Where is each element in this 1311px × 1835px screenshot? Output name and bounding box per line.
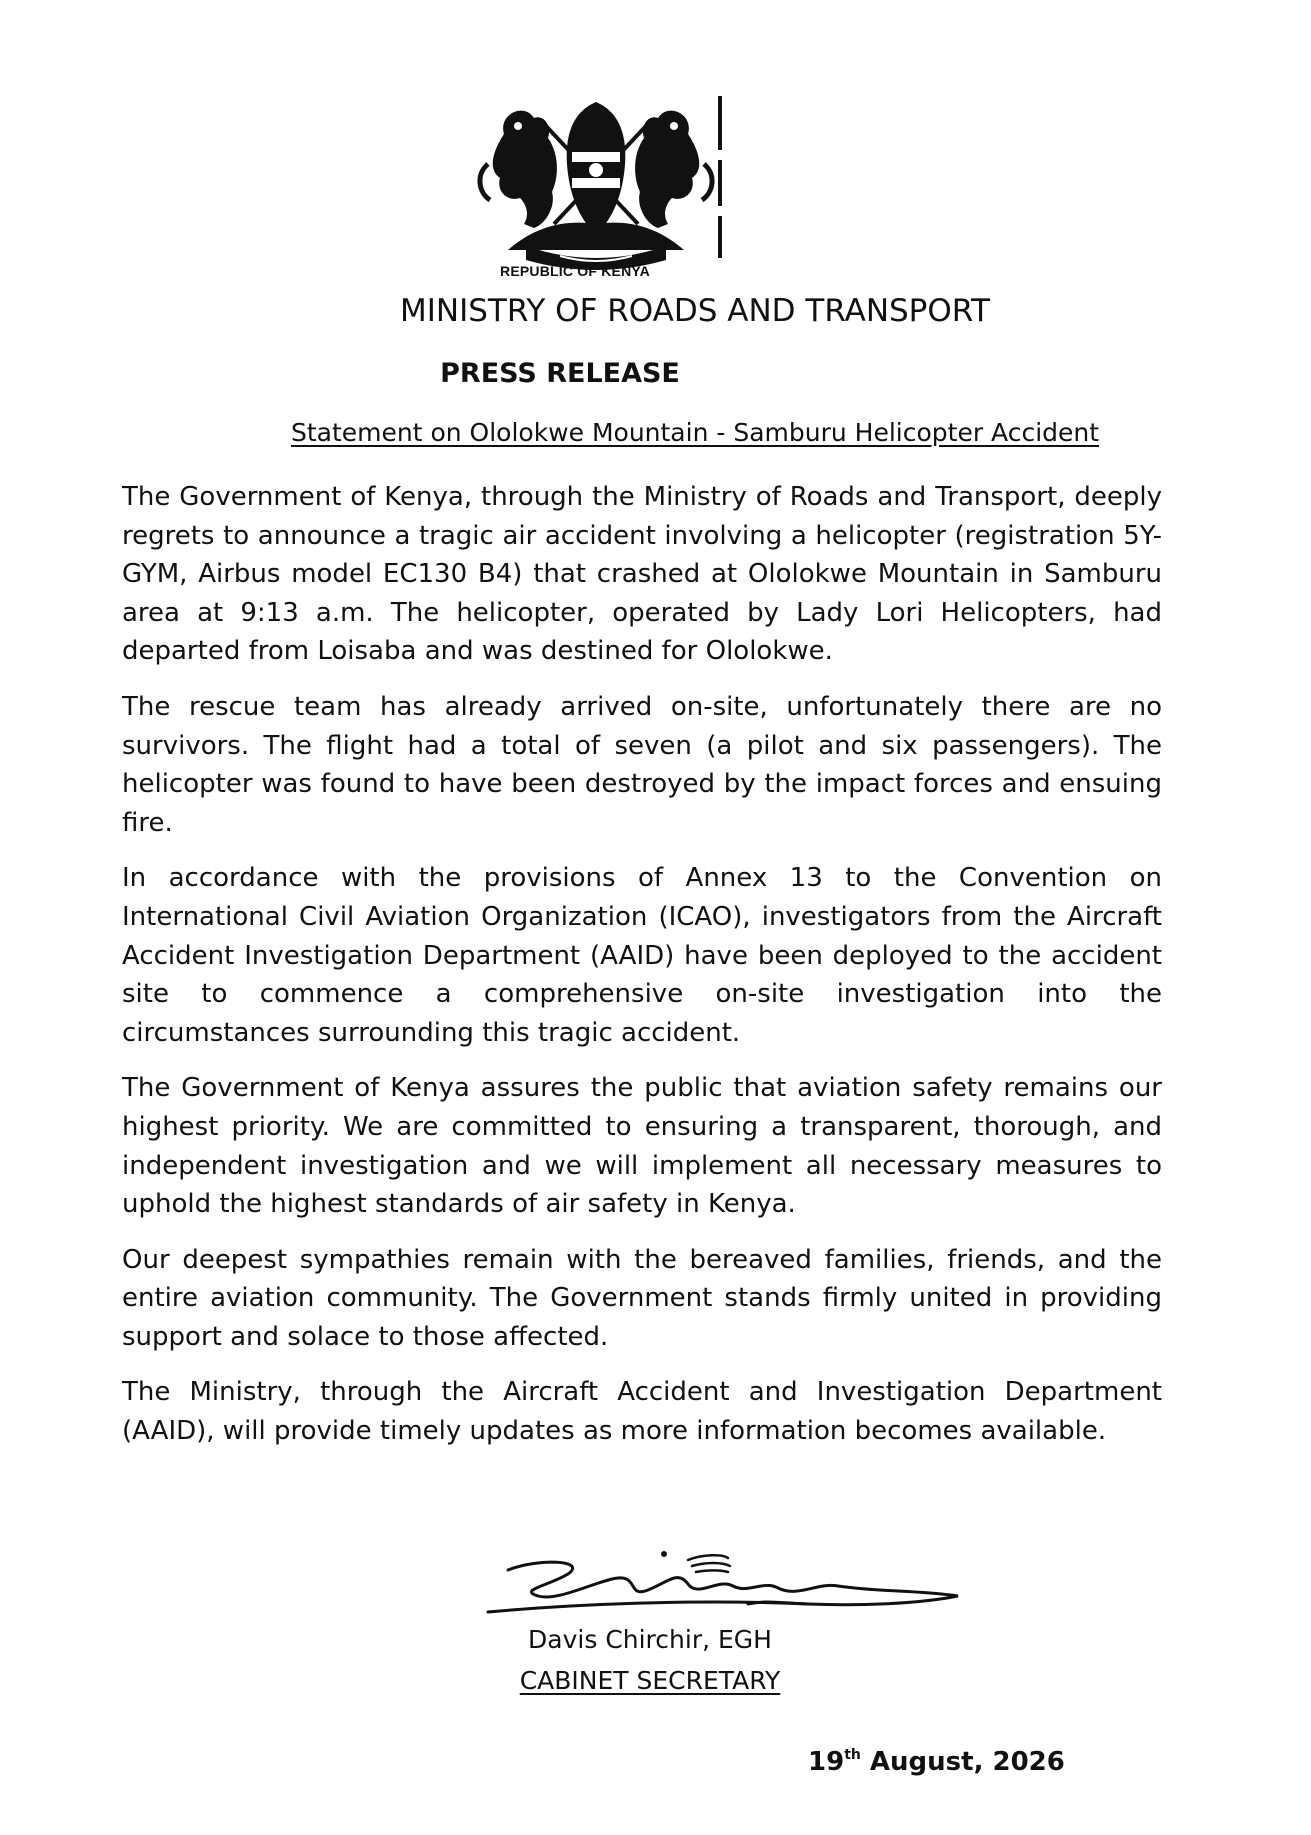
paragraph: The rescue team has already arrived on-site, unfortunately there are no survivors. The flight had a total of seven (a pilot and six passengers). The helicopter was found to have been destroyed by the impact forces and ensuing fire. [122,691,1162,838]
date-suffix: th [844,1747,861,1763]
paragraph: The Government of Kenya, through the Ministry of Roads and Transport, deeply regrets to announce a tragic air accident involving a helicopter (registration 5Y-GYM, Airbus model EC130 B4) that crashed at Ololokwe Mountain in Samburu area at 9:13 a.m. The helicopter, operated by Lady Lori Helicopters, had departed from Loisaba and was destined for Ololokwe. [122,482,1162,667]
coat-of-arms-emblem [468,74,724,284]
date-day: 19 [808,1747,845,1777]
signer-title: CABINET SECRETARY [519,1666,781,1695]
document-type: PRESS RELEASE [440,358,680,389]
date-month-year: August, 2026 [860,1747,1065,1777]
coat-of-arms-icon [468,74,724,284]
statement-title: Statement on Ololokwe Mountain - Samburu Helicopter Accident [290,418,1100,447]
paragraph: In accordance with the provisions of Annex 13 to the Convention on International Civil Aviation Organization (ICAO), investigators from the Aircraft Accident Investigation Department (AAID) have been deployed to the accident site to commence a comprehensive on-site investigation into the circumstances surrounding this tragic accident. [122,863,1162,1048]
paragraph: The Government of Kenya assures the public that aviation safety remains our highest priority. We are committed to ensuring a transparent, thorough, and independent investigation and we will implement all necessary measures to uphold the highest standards of air safety in Kenya. [122,1073,1162,1220]
press-release-body [122,478,1162,1468]
ministry-name: MINISTRY OF ROADS AND TRANSPORT [400,293,990,329]
paragraph: Our deepest sympathies remain with the bereaved families, friends, and the entire aviation community. The Government stands firmly united in providing support and solace to those affected. [122,1244,1162,1352]
handwritten-signature [478,1540,998,1634]
signer-name: Davis Chirchir, EGH [528,1625,772,1654]
paragraph: The Ministry, through the Aircraft Accident and Investigation Department (AAID), will provide timely updates as more information becomes available. [122,1377,1162,1447]
release-date [808,1747,1065,1777]
emblem-caption: REPUBLIC OF KENYA [500,263,650,279]
